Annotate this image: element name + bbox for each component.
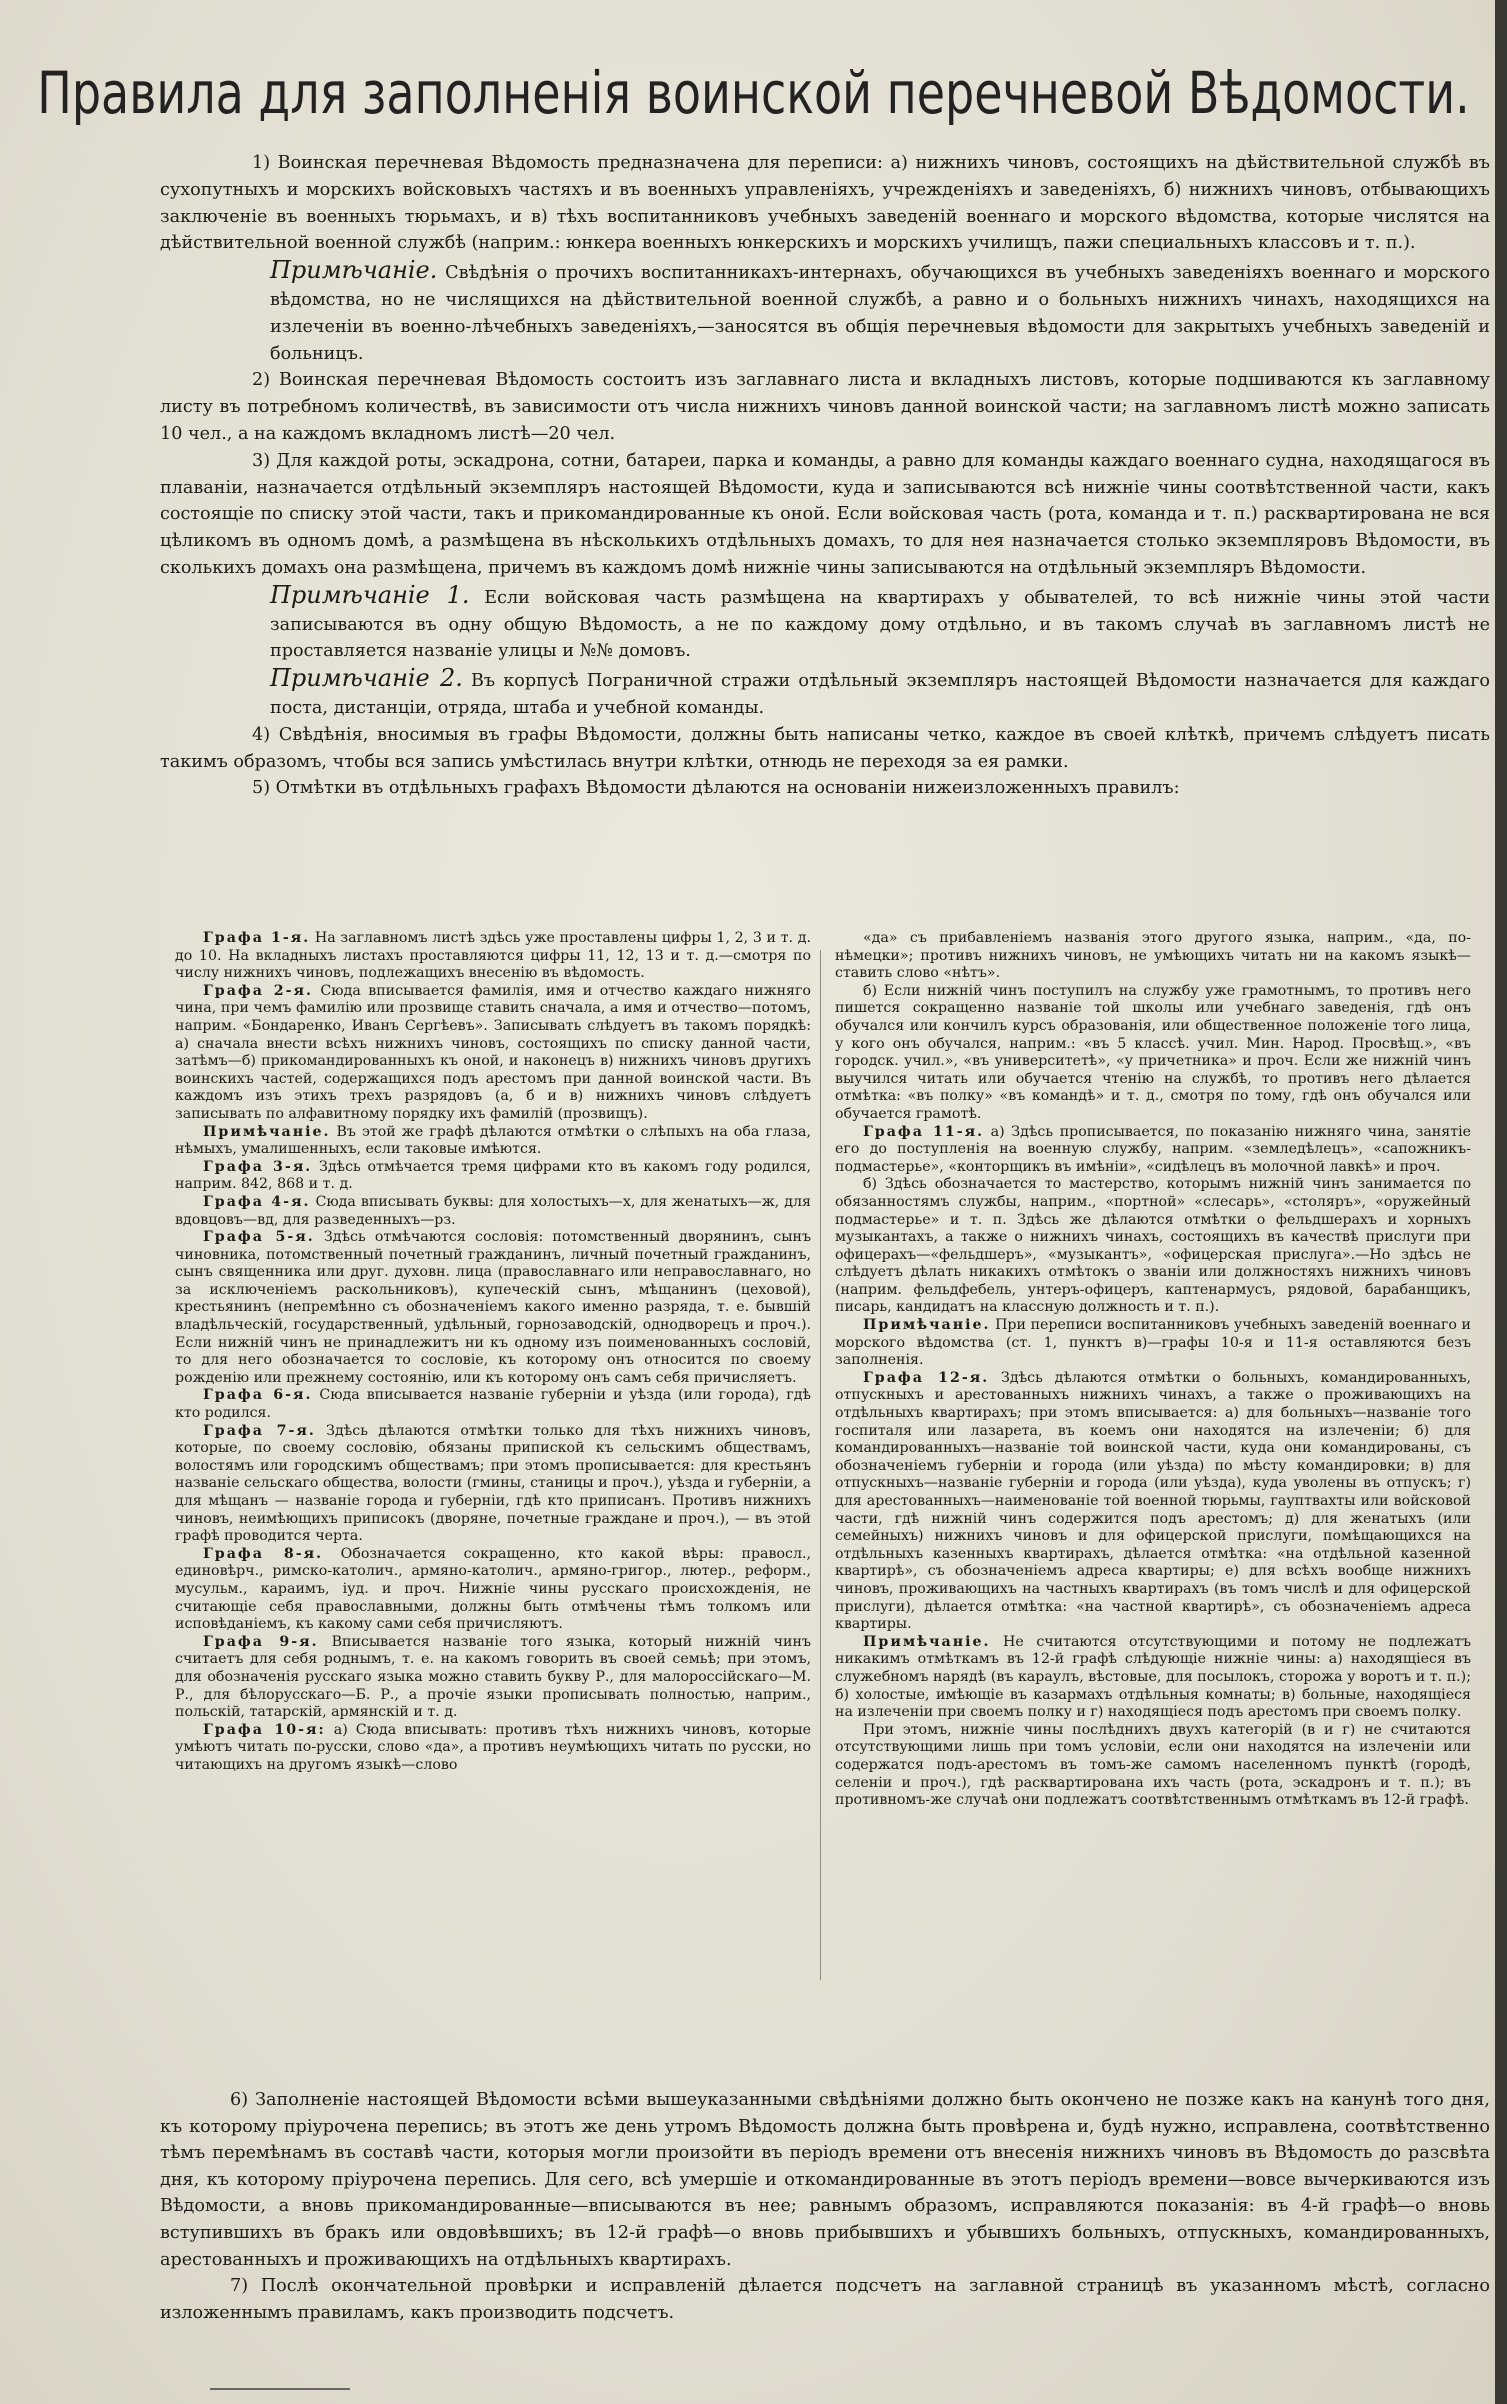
grafa-label: Графа 5-я. [203,1229,315,1246]
grafa-paragraph [175,1159,811,1194]
grafa-label: Графа 2-я. [203,982,313,999]
grafa-label: Примѣчаніе. [863,1317,991,1334]
grafa-text: При переписи воспитанниковъ учебныхъ заведеній военнаго и морского вѣдомства (ст. 1, пунктъ в)—графы 10-я и 11-я оставляются безъ заполненія. [835,1317,1471,1369]
rule-paragraph: 4) Свѣдѣнія, вносимыя въ графы Вѣдомости, должны быть написаны четко, каждое въ своей клѣткѣ, причемъ слѣдуетъ писать такимъ образомъ, чтобы вся запись умѣстилась внутри клѣтки, отнюдь не переходя за ея рамки. [160,724,1490,772]
grafa-label: Графа 11-я. [863,1123,985,1140]
grafa-label: Графа 4-я. [203,1193,311,1210]
grafa-text: а) Здѣсь прописывается, по показанію нижняго чина, занятіе его до поступленія на военную службу, наприм. «земледѣлецъ», «сапожникъ-подмастерье», «конторщикъ въ имѣніи», «сидѣлецъ въ молочной лавкѣ» и проч. [835,1123,1471,1175]
grafa-text: Здѣсь отмѣчаются сословія: потомственный дворянинъ, сынъ чиновника, потомственный почетный гражданинъ, личный почетный гражданинъ, сынъ священника или друг. духовн. лица (православнаго или неправославнаго, но за исключеніемъ раскольниковъ), купеческій сынъ, мѣщанинъ (цеховой), крестьянинъ (непремѣнно съ обозначеніемъ какого именно разряда, т. е. бывшій владѣльческій, государственный, удѣльный, горнозаводскій, однодворецъ и проч.). Если нижній чинъ не принадлежитъ ни къ одному изъ поименованныхъ сословій, то для него обозначается то сословіе, къ которому онъ относится по своему рожденію или прежнему состоянію, или къ которому онъ самъ себя причисляетъ. [175,1229,811,1386]
grafa-text: Здѣсь отмѣчается тремя цифрами кто въ какомъ году родился, наприм. 842, 868 и т. д. [175,1158,811,1193]
grafa-text: б) Здѣсь обозначается то мастерство, которымъ нижній чинъ занимается по обязанностямъ службы, наприм., «портной» «слесарь», «столяръ», «оружейный подмастерье» и т. п. Здѣсь же дѣлаются отмѣтки о фельдшерахъ и хорныхъ музыкантахъ, а также о нижнихъ чинахъ, состоящихъ въ качествѣ прислуги при офицерахъ—«фельдшеръ», «музыкантъ», «офицерская прислуга».—Но здѣсь не слѣдуетъ дѣлать никакихъ отмѣтокъ о званіи или должностяхъ нижнихъ чиновъ (наприм. фельдфебель, унтеръ-офицеръ, каптенармусъ, рядовой, барабанщикъ, писарь, кандидатъ на классную должность и т. п.). [835,1176,1471,1316]
grafa-text: На заглавномъ листѣ здѣсь уже проставлены цифры 1, 2, 3 и т. д. до 10. На вкладныхъ листахъ проставляются цифры 11, 12, 13 и т. д.—смотря по числу нижнихъ чиновъ, подлежащихъ внесенію въ вѣдомость. [175,930,811,982]
grafa-paragraph [175,1634,811,1722]
right-column [835,930,1471,1810]
grafa-label: Графа 8-я. [203,1545,324,1562]
grafa-paragraph [835,1124,1471,1177]
page-edge [1495,0,1507,2404]
grafa-label: Графа 10-я: [203,1721,326,1738]
note-paragraph [160,582,1490,665]
grafa-paragraph [175,1423,811,1546]
note-paragraph [160,257,1490,367]
grafa-paragraph [175,1546,811,1634]
grafa-paragraph [835,1176,1471,1317]
closing-rules [160,2087,1490,2326]
grafa-text: Сюда вписывается фамилія, имя и отчество каждаго нижняго чина, при чемъ фамилію или прозвище ставить сначала, а имя и отчество—потомъ, наприм. «Бондаренко, Иванъ Сергѣевъ». Записывать слѣдуетъ въ такомъ порядкѣ: а) сначала внести всѣхъ нижнихъ чиновъ, состоящихъ по списку данной части, затѣмъ—б) прикомандированныхъ къ оной, и наконецъ в) нижнихъ чиновъ другихъ воинскихъ частей, содержащихся подъ арестомъ при данной воинской части. Въ каждомъ изъ этихъ трехъ разрядовъ (а, б и в) нижнихъ чиновъ слѣдуетъ записывать по алфавитному порядку ихъ фамилій (прозвищъ). [175,982,811,1122]
rule-paragraph: 7) Послѣ окончательной провѣрки и исправленій дѣлается подсчетъ на заглавной страницѣ въ указанномъ мѣстѣ, согласно изложеннымъ правиламъ, какъ производить подсчетъ. [160,2276,1490,2323]
grafa-paragraph [835,1370,1471,1634]
grafa-label: Графа 1-я. [203,930,311,946]
grafa-label: Графа 7-я. [203,1422,316,1439]
grafa-text: При этомъ, нижніе чины послѣднихъ двухъ категорій (в и г) не считаются отсутствующими лишь при томъ условіи, если они находятся на излеченіи или содержатся подъ-арестомъ въ томъ-же самомъ населенномъ пунктѣ (городѣ, селеніи и проч.), гдѣ расквартирована ихъ часть (рота, эскадронъ и т. п.); въ противномъ-же случаѣ они подлежатъ соотвѣтственнымъ отмѣткамъ въ 12-й графѣ. [835,1721,1471,1809]
grafa-label: Графа 12-я. [863,1369,990,1386]
grafa-paragraph [175,1387,811,1422]
note-label: Примѣчаніе 1. [270,580,470,609]
document-title: Правила для заполненія воинской перечневой Вѣдомости. [37,59,1470,127]
grafa-paragraph [175,1722,811,1775]
note-text: Въ корпусѣ Пограничной стражи отдѣльный экземпляръ настоящей Вѣдомости назначается для каждаго поста, дистанціи, отряда, штаба и учебной команды. [270,671,1490,718]
grafa-paragraph [835,983,1471,1124]
footer-mark [210,2388,350,2390]
grafa-label: Графа 6-я. [203,1387,313,1404]
grafa-text: Вписывается названіе того языка, который нижній чинъ считаетъ для себя роднымъ, т. е. на какомъ говорить въ своей семьѣ; при этомъ, для обозначенія русскаго языка можно ставить букву Р., для малороссійскаго—М. Р., для бѣлорусскаго—Б. Р., а прочіе языки прописывать полностью, наприм., польскій, татарскій, армянскій и т. д. [175,1633,811,1721]
note-label: Примѣчаніе 2. [270,664,463,693]
note-text: Если войсковая часть размѣщена на квартирахъ у обывателей, то всѣ нижніе чины этой части записываются въ одну общую Вѣдомость, а не по каждому дому отдѣльно, и въ такомъ случаѣ въ заглавномъ листѣ не проставляется названіе улицы и №№ домовъ. [270,587,1490,662]
main-rules [160,150,1490,802]
grafa-label: Примѣчаніе. [863,1633,991,1650]
grafa-text: Въ этой же графѣ дѣлаются отмѣтки о слѣпыхъ на оба глаза, нѣмыхъ, умалишенныхъ, если таковые имѣются. [175,1123,811,1158]
grafa-columns [175,930,1495,2095]
grafa-label: Графа 9-я. [203,1633,319,1650]
rule-paragraph: 2) Воинская перечневая Вѣдомость состоитъ изъ заглавнаго листа и вкладныхъ листовъ, которые подшиваются къ заглавному листу въ потребномъ количествѣ, въ зависимости отъ числа нижнихъ чиновъ данной воинской части; на заглавномъ листѣ можно записать 10 чел., а на каждомъ вкладномъ листѣ—20 чел. [160,370,1490,444]
rule-paragraph: 5) Отмѣтки въ отдѣльныхъ графахъ Вѣдомости дѣлаются на основаніи нижеизложенныхъ правилъ: [252,778,1180,799]
grafa-text: а) Сюда вписывать: противъ тѣхъ нижнихъ чиновъ, которые умѣютъ читать по-русски, слово «да», а противъ неумѣющихъ читать по русски, но читающихъ на другомъ языкѣ—слово [175,1721,811,1773]
grafa-paragraph [835,1634,1471,1722]
rule-paragraph: 6) Заполненіе настоящей Вѣдомости всѣми вышеуказанными свѣдѣніями должно быть окончено не позже какъ на канунѣ того дня, къ которому пріурочена перепись; въ этотъ же день утромъ Вѣдомость должна быть провѣрена и, будѣ нужно, исправлена, соотвѣтственно тѣмъ перемѣнамъ въ составѣ части, которыя могли произойти въ періодъ времени отъ внесенія нижнихъ чиновъ въ Вѣдомость до разсвѣта дня, къ которому пріурочена перепись. Для сего, всѣ умершіе и откомандированные въ этотъ періодъ времени—вовсе вычеркиваются изъ Вѣдомости, а вновь прикомандированные—вписываются въ нее; равнымъ образомъ, исправляются показанія: въ 4-й графѣ—о вновь вступившихъ въ бракъ или овдовѣвшихъ; въ 12-й графѣ—о вновь прибывшихъ и убывшихъ больныхъ, отпускныхъ, командированныхъ, арестованныхъ и проживающихъ на отдѣльныхъ квартирахъ. [160,2090,1490,2270]
column-divider [820,950,821,1980]
grafa-text: Сюда вписывается названіе губерніи и уѣзда (или города), гдѣ кто родился. [175,1387,811,1422]
note-text: Свѣдѣнія о прочихъ воспитанникахъ-интернахъ, обучающихся въ учебныхъ заведеніяхъ военнаго и морского вѣдомства, но не числящихся на дѣйствительной военной службѣ, а равно и о больныхъ нижнихъ чинахъ, находящихся на излеченіи въ военно-лѣчебныхъ заведеніяхъ,—заносятся въ общія перечневыя вѣдомости для закрытыхъ учебныхъ заведеній и больницъ. [270,263,1490,364]
grafa-text: Сюда вписывать буквы: для холостыхъ—х, для женатыхъ—ж, для вдовцовъ—вд, для разведенныхъ—рз. [175,1193,811,1228]
grafa-paragraph [175,1194,811,1229]
grafa-paragraph [175,930,811,983]
grafa-paragraph [175,1124,811,1159]
grafa-paragraph [175,983,811,1124]
left-column [175,930,811,1775]
grafa-label: Графа 3-я. [203,1158,313,1175]
grafa-text: «да» съ прибавленіемъ названія этого другого языка, наприм., «да, по-нѣмецки»; противъ нижнихъ чиновъ, не умѣющихъ читать ни на какомъ языкѣ—ставить слово «нѣтъ». [835,930,1471,982]
rule-paragraph: 1) Воинская перечневая Вѣдомость предназначена для переписи: а) нижнихъ чиновъ, состоящихъ на дѣйствительной службѣ въ сухопутныхъ и морскихъ войсковыхъ частяхъ и въ военныхъ управленіяхъ, учрежденіяхъ и заведеніяхъ, б) нижнихъ чиновъ, отбывающихъ заключеніе въ военныхъ тюрьмахъ, и в) тѣхъ воспитанниковъ учебныхъ заведеній военнаго и морского вѣдомства, которые числятся на дѣйствительной военной службѣ (наприм.: юнкера военныхъ юнкерскихъ и морскихъ училищъ, пажи специальныхъ классовъ и т. п.). [160,153,1490,254]
grafa-text: Здѣсь дѣлаются отмѣтки о больныхъ, командированныхъ, отпускныхъ и арестованныхъ нижнихъ чинахъ, а также о проживающихъ на отдѣльныхъ квартирахъ; при этомъ вписывается: а) для больныхъ—названіе того госпиталя или лазарета, въ коемъ они находятся на излеченіи; б) для командированныхъ—названіе той воинской части, куда они командированы, съ обозначеніемъ губерніи и города (или уѣзда) по мѣсту командировки; в) для отпускныхъ—названіе губерніи и города (или уѣзда), куда уволены въ отпускъ; г) для арестованныхъ—наименованіе той военной тюрьмы, гауптвахты или войсковой части, гдѣ нижній чинъ содержится подъ арестомъ; д) для женатыхъ (или семейныхъ) нижнихъ чиновъ и для офицерской прислуги, помѣщающихся на отдѣльныхъ казенныхъ квартирахъ, дѣлается отмѣтка: «на отдѣльной казенной квартирѣ», съ обозначеніемъ адреса квартиры; е) для всѣхъ вообще нижнихъ чиновъ, проживающихъ на частныхъ квартирахъ (въ томъ числѣ и для офицерской прислуги), дѣлается отмѣтка: «на частной квартирѣ», съ обозначеніемъ адреса квартиры. [835,1369,1472,1633]
rule-paragraph: 3) Для каждой роты, эскадрона, сотни, батареи, парка и команды, а равно для команды каждаго военнаго судна, находящагося въ плаваніи, назначается отдѣльный экземпляръ настоящей Вѣдомости, куда и записываются всѣ нижніе чины соотвѣтственной части, какъ состоящіе по списку этой части, такъ и прикомандированные къ оной. Если войсковая часть (рота, команда и т. п.) расквартирована не вся цѣликомъ въ одномъ домѣ, а размѣщена въ нѣсколькихъ отдѣльныхъ домахъ, то для нея назначается столько экземпляровъ Вѣдомости, въ сколькихъ домахъ она размѣщена, причемъ въ каждомъ домѣ нижніе чины записываются на отдѣльный экземпляръ Вѣдомости. [160,450,1490,578]
grafa-text: б) Если нижній чинъ поступилъ на службу уже грамотнымъ, то противъ него пишется сокращенно названіе той школы или учебнаго заведенія, гдѣ онъ обучался или кончилъ курсъ образованія, или общественное положеніе того лица, у кого онъ обучался, наприм.: «въ 5 классѣ. учил. Мин. Народ. Просвѣщ.», «въ городск. учил.», «въ университетѣ», «у причетника» и проч. Если же нижній чинъ выучился читать или обучается чтенію на службѣ, то противъ него дѣлается отмѣтка: «въ полку» «въ командѣ» и т. д., смотря по тому, гдѣ онъ обучался или обучается грамотѣ. [835,982,1471,1122]
grafa-text: Обозначается сокращенно, кто какой вѣры: правосл., единовѣрч., римско-католич., армяно-католич., армяно-григор., лютер., реформ., мусульм., караимъ, іуд. и проч. Нижніе чины русскаго происхожденія, не считающіе себя православными, должны быть отмѣчены тѣмъ толкомъ или исповѣданіемъ, къ какому сами себя причисляютъ. [175,1545,811,1633]
grafa-text: Здѣсь дѣлаются отмѣтки только для тѣхъ нижнихъ чиновъ, которые, по своему сословію, обязаны припиской къ сельскимъ обществамъ, волостямъ или городскимъ обществамъ; при этомъ прописывается: для крестьянъ названіе сельскаго общества, волости (гмины, станицы и проч.), уѣзда и губерніи, а для мѣщанъ — названіе города и губерніи, гдѣ кто приписанъ. Противъ нижнихъ чиновъ, неимѣющихъ приписокъ (дворяне, почетные граждане и проч.), — въ этой графѣ проводится черта. [175,1422,811,1545]
grafa-label: Примѣчаніе. [203,1123,331,1140]
grafa-paragraph [835,1317,1471,1370]
grafa-text: Не считаются отсутствующими и потому не подлежатъ никакимъ отмѣткамъ въ 12-й графѣ слѣдующіе нижніе чины: а) находящіеся въ служебномъ нарядѣ (въ караулъ, вѣстовые, для посылокъ, сторожа у воротъ и т. п.); б) холостые, имѣющіе въ казармахъ отдѣльныя комнаты; в) больные, находящіеся на излеченіи при своемъ полку и г) находящіеся подъ арестомъ при своемъ полку. [835,1633,1471,1721]
grafa-paragraph [835,1722,1471,1810]
grafa-paragraph [175,1229,811,1387]
grafa-paragraph [835,930,1471,983]
note-label: Примѣчаніе. [270,256,438,285]
note-paragraph [160,665,1490,722]
